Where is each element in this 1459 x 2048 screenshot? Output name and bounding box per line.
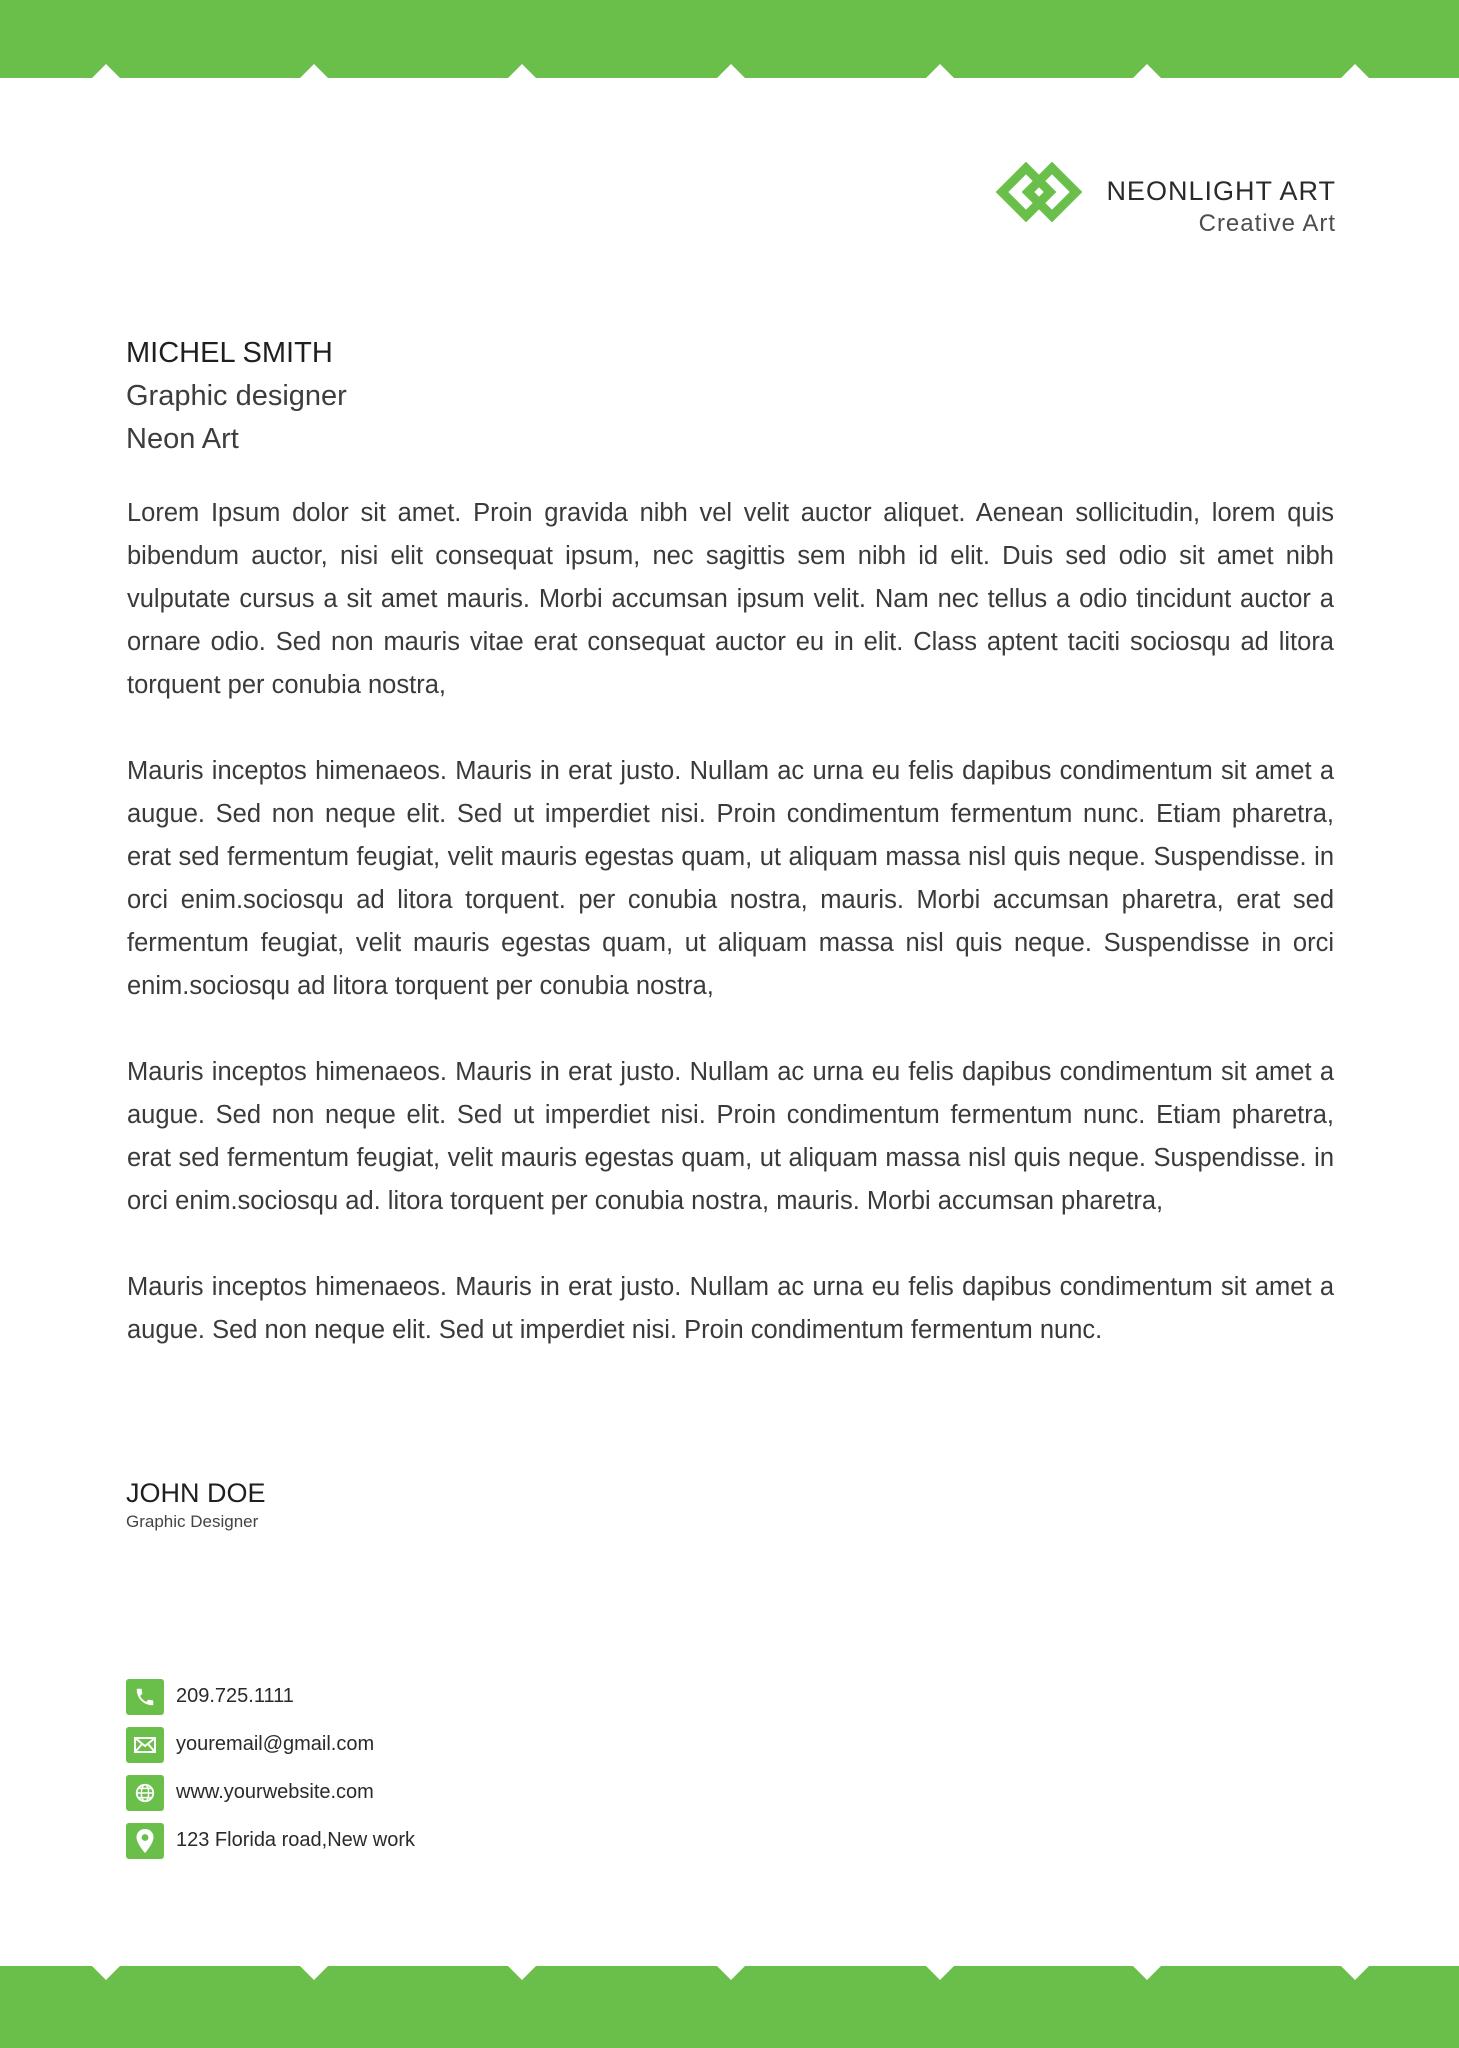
brand-tagline: Creative Art bbox=[1198, 210, 1336, 237]
letter-body bbox=[127, 492, 1334, 1395]
recipient-block bbox=[126, 332, 347, 461]
body-paragraph: Mauris inceptos himenaeos. Mauris in erat justo. Nullam ac urna eu felis dapibus condimentum sit amet a augue. Sed non neque elit. Sed ut imperdiet nisi. Proin condimentum fermentum nunc. Etiam pharetra, erat sed fermentum feugiat, velit mauris egestas quam, ut aliquam massa nisl quis neque. Suspendisse. in orci enim.sociosqu ad litora torquent. per conubia nostra, mauris. Morbi accumsan pharetra, erat sed fermentum feugiat, velit mauris egestas quam, ut aliquam massa nisl quis neque. Suspendisse in orci enim.sociosqu ad litora torquent per conubia nostra, bbox=[127, 757, 1334, 1000]
contact-address bbox=[126, 1822, 415, 1859]
email-icon bbox=[126, 1727, 164, 1763]
header-band-shape bbox=[0, 0, 1459, 80]
recipient-company: Neon Art bbox=[126, 423, 239, 455]
contact-phone bbox=[126, 1678, 415, 1715]
recipient-title: Graphic designer bbox=[126, 380, 347, 412]
footer-band bbox=[0, 1966, 1459, 2048]
contact-email bbox=[126, 1726, 415, 1763]
globe-icon bbox=[126, 1775, 164, 1811]
signer-name: JOHN DOE bbox=[126, 1478, 266, 1508]
location-pin-icon bbox=[126, 1823, 164, 1859]
street-address: 123 Florida road,New work bbox=[176, 1829, 415, 1851]
body-paragraph: Mauris inceptos himenaeos. Mauris in erat justo. Nullam ac urna eu felis dapibus condimentum sit amet a augue. Sed non neque elit. Sed ut imperdiet nisi. Proin condimentum fermentum nunc. bbox=[127, 1273, 1334, 1344]
contact-website bbox=[126, 1774, 415, 1811]
brand-name: NEONLIGHT ART bbox=[1106, 176, 1336, 206]
website-url: www.yourwebsite.com bbox=[176, 1781, 374, 1803]
interlocking-diamonds-logo-icon bbox=[996, 162, 1082, 222]
phone-icon bbox=[126, 1679, 164, 1715]
recipient-name: MICHEL SMITH bbox=[126, 337, 333, 369]
header-band bbox=[0, 0, 1459, 80]
contact-list bbox=[126, 1678, 415, 1870]
phone-number: 209.725.1111 bbox=[176, 1685, 294, 1707]
body-paragraph: Mauris inceptos himenaeos. Mauris in erat justo. Nullam ac urna eu felis dapibus condimentum sit amet a augue. Sed non neque elit. Sed ut imperdiet nisi. Proin condimentum fermentum nunc. Etiam pharetra, erat sed fermentum feugiat, velit mauris egestas quam, ut aliquam massa nisl quis neque. Suspendisse. in orci enim.sociosqu ad. litora torquent per conubia nostra, mauris. Morbi accumsan pharetra, bbox=[127, 1058, 1334, 1215]
brand-logo bbox=[996, 162, 1336, 242]
signer-role: Graphic Designer bbox=[126, 1512, 259, 1531]
email-address: youremail@gmail.com bbox=[176, 1733, 375, 1755]
signature-block bbox=[126, 1476, 266, 1534]
footer-band-shape bbox=[0, 1966, 1459, 2048]
body-paragraph: Lorem Ipsum dolor sit amet. Proin gravida nibh vel velit auctor aliquet. Aenean sollicitudin, lorem quis bibendum auctor, nisi elit consequat ipsum, nec sagittis sem nibh id elit. Duis sed odio sit amet nibh vulputate cursus a sit amet mauris. Morbi accumsan ipsum velit. Nam nec tellus a odio tincidunt auctor a ornare odio. Sed non mauris vitae erat consequat auctor eu in elit. Class aptent taciti sociosqu ad litora torquent per conubia nostra, bbox=[127, 499, 1334, 699]
